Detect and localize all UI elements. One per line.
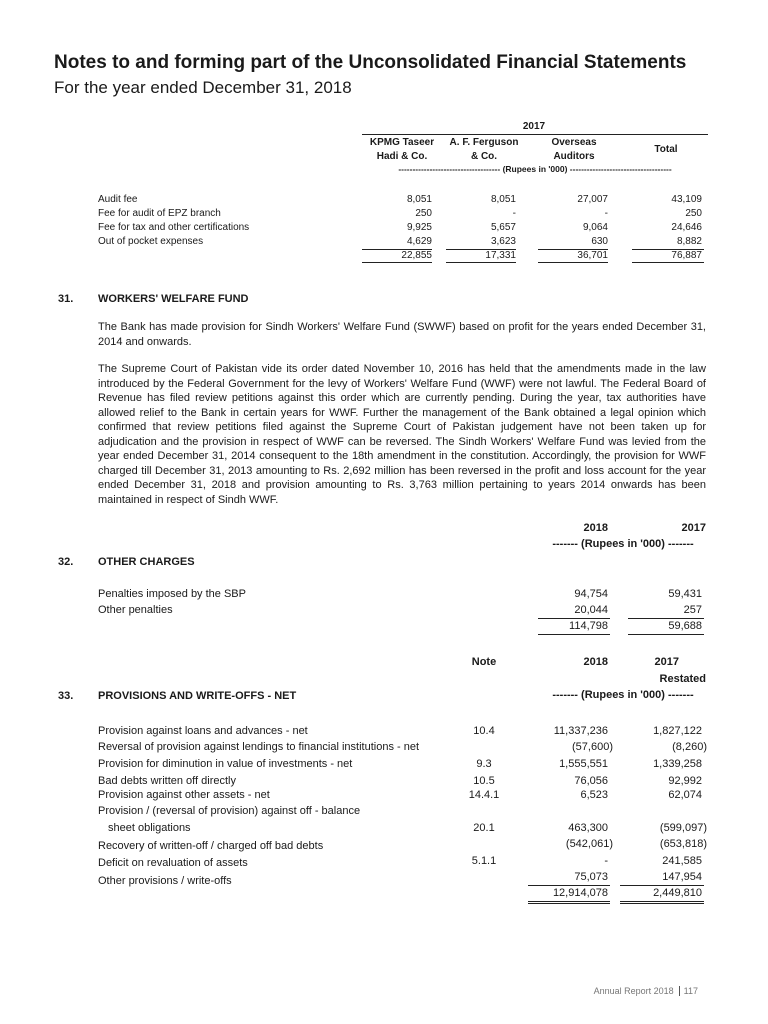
cell: (542,061) [565,838,613,850]
units-label: ------------------------------------ (Rupees in '000) ------------------------------------ [398,164,672,174]
total-cell: 76,887 [671,250,702,261]
cell: 1,827,122 [653,725,702,737]
col-ferguson-line1: A. F. Ferguson [449,137,519,148]
cell: (599,097) [659,822,707,834]
note-heading: PROVISIONS AND WRITE-OFFS - NET [98,690,297,702]
year-header: 2017 [681,522,706,534]
cell: 6,523 [580,789,608,801]
year-header: 2018 [583,656,608,668]
total-cell: 36,701 [577,250,608,261]
cell: 24,646 [671,222,702,233]
cell: 27,007 [577,194,608,205]
divider [620,903,704,904]
cell: (57,600) [572,741,613,753]
cell: 11,337,236 [553,725,608,737]
divider [620,901,704,902]
units-label: ------- (Rupees in '000) ------- [552,538,694,550]
divider [628,634,704,635]
note-number: 33. [58,690,74,702]
year-header: 2018 [583,522,608,534]
cell: 75,073 [574,871,608,883]
cell: 9,925 [406,222,432,233]
cell: 630 [591,236,608,247]
year-header: 2017 [654,656,679,668]
cell: 241,585 [662,855,702,867]
total-cell: 2,449,810 [653,887,702,899]
row-label: Provision against loans and advances - net [98,725,308,737]
page-subtitle: For the year ended December 31, 2018 [54,78,352,97]
total-cell: 114,798 [569,620,608,632]
cell: 8,051 [406,194,432,205]
note-ref: 10.5 [473,775,495,787]
cell: 3,623 [490,236,516,247]
row-label: sheet obligations [108,822,191,834]
divider [538,262,608,263]
note-column-header: Note [471,656,497,668]
divider [538,634,610,635]
cell: (8,260) [672,741,707,753]
cell: 94,754 [574,588,608,600]
cell: 5,657 [490,222,516,233]
col-kpmg-line2: Hadi & Co. [376,151,428,162]
cell: 4,629 [406,236,432,247]
page-number: 117 [683,986,698,996]
row-label: Other provisions / write-offs [98,875,232,887]
cell: 9,064 [582,222,608,233]
row-label: Audit fee [98,194,138,205]
row-label: Out of pocket expenses [98,236,204,247]
cell: - [512,208,516,219]
col-ferguson-line2: & Co. [470,151,498,162]
cell: 8,882 [676,236,702,247]
divider [446,262,516,263]
paragraph: The Bank has made provision for Sindh Workers' Welfare Fund (SWWF) based on profit for the years ended December 31, 2014 and onwards. [98,321,706,348]
divider [528,901,610,902]
cell: 147,954 [662,871,702,883]
cell: 43,109 [671,194,702,205]
cell: 59,431 [668,588,702,600]
note-heading: OTHER CHARGES [98,556,195,568]
cell: 463,300 [568,822,608,834]
cell: 92,992 [668,775,702,787]
cell: 250 [415,208,432,219]
col-kpmg-line1: KPMG Taseer [369,137,435,148]
cell: (653,818) [659,838,707,850]
audit-table-year: 2017 [522,121,546,132]
cell: - [604,208,608,219]
row-label: Fee for tax and other certifications [98,222,250,233]
row-label: Bad debts written off directly [98,775,236,787]
row-label: Fee for audit of EPZ branch [98,208,221,219]
restated-label: Restated [659,673,706,685]
page-footer [594,986,698,996]
row-label: Deficit on revaluation of assets [98,857,248,869]
note-ref: 10.4 [473,725,495,737]
row-label: Other penalties [98,604,173,616]
col-total: Total [654,144,678,155]
divider [528,903,610,904]
row-label: Penalties imposed by the SBP [98,588,246,600]
row-label: Provision for diminution in value of investments - net [98,758,353,770]
row-label: Provision / (reversal of provision) against off - balance [98,805,361,817]
note-heading: WORKERS' WELFARE FUND [98,293,249,305]
units-label: ------- (Rupees in '000) ------- [552,689,694,701]
note-number: 31. [58,293,74,305]
note-ref: 9.3 [476,758,492,770]
divider [362,262,432,263]
cell: - [604,855,608,867]
divider [538,618,610,619]
cell: 1,339,258 [653,758,702,770]
page-title: Notes to and forming part of the Unconsolidated Financial Statements [54,52,687,73]
report-name: Annual Report 2018 [593,986,674,996]
footer-separator [679,986,680,996]
row-label: Recovery of written-off / charged off bad debts [98,840,324,852]
divider [628,618,704,619]
total-cell: 12,914,078 [552,887,608,899]
cell: 76,056 [574,775,608,787]
cell: 8,051 [490,194,516,205]
row-label: Provision against other assets - net [98,789,270,801]
paragraph: The Supreme Court of Pakistan vide its order dated November 10, 2016 has held that the amendments made in the law introduced by the Federal Government for the levy of Workers' Welfare Fund (WWF) were not lawful. The Federal Board of Revenue has filed review petitions against this order which are currently pending. During the year, tax authorities have allowed relief to the Bank in certain years for WWF. Further the management of the Bank obtained a legal opinion which confirmed that review petitions filed against the Supreme Court of Pakistan judgement have not been taken up for adjudication and the provision in respect of WWF can be reversed. The Sindh Workers' Welfare Fund was levied from the year ended December 31, 2014 consequent to the 18th amendment in the constitution. Accordingly, the provision for WWF charged till December 31, 2013 amounting to Rs. 2,692 million has been reversed in the profit and loss account for the year ended December 31, 2018 and provision amounting to Rs. 3,763 million pertaining to years 2014 onwards has been maintained in respect of Sindh WWF. [98,363,706,506]
col-overseas-line2: Auditors [553,151,595,162]
divider [362,134,708,135]
note-ref: 14.4.1 [468,789,500,801]
divider [528,885,610,886]
row-label: Reversal of provision against lendings to financial institutions - net [98,741,420,753]
divider [632,262,704,263]
cell: 257 [683,604,702,616]
cell: 1,555,551 [559,758,608,770]
note-ref: 20.1 [473,822,495,834]
cell: 20,044 [574,604,608,616]
cell: 250 [685,208,702,219]
col-overseas-line1: Overseas [551,137,597,148]
total-cell: 17,331 [485,250,516,261]
divider [620,885,704,886]
total-cell: 59,688 [668,620,702,632]
total-cell: 22,855 [401,250,432,261]
note-number: 32. [58,556,74,568]
cell: 62,074 [668,789,702,801]
note-ref: 5.1.1 [471,855,497,867]
